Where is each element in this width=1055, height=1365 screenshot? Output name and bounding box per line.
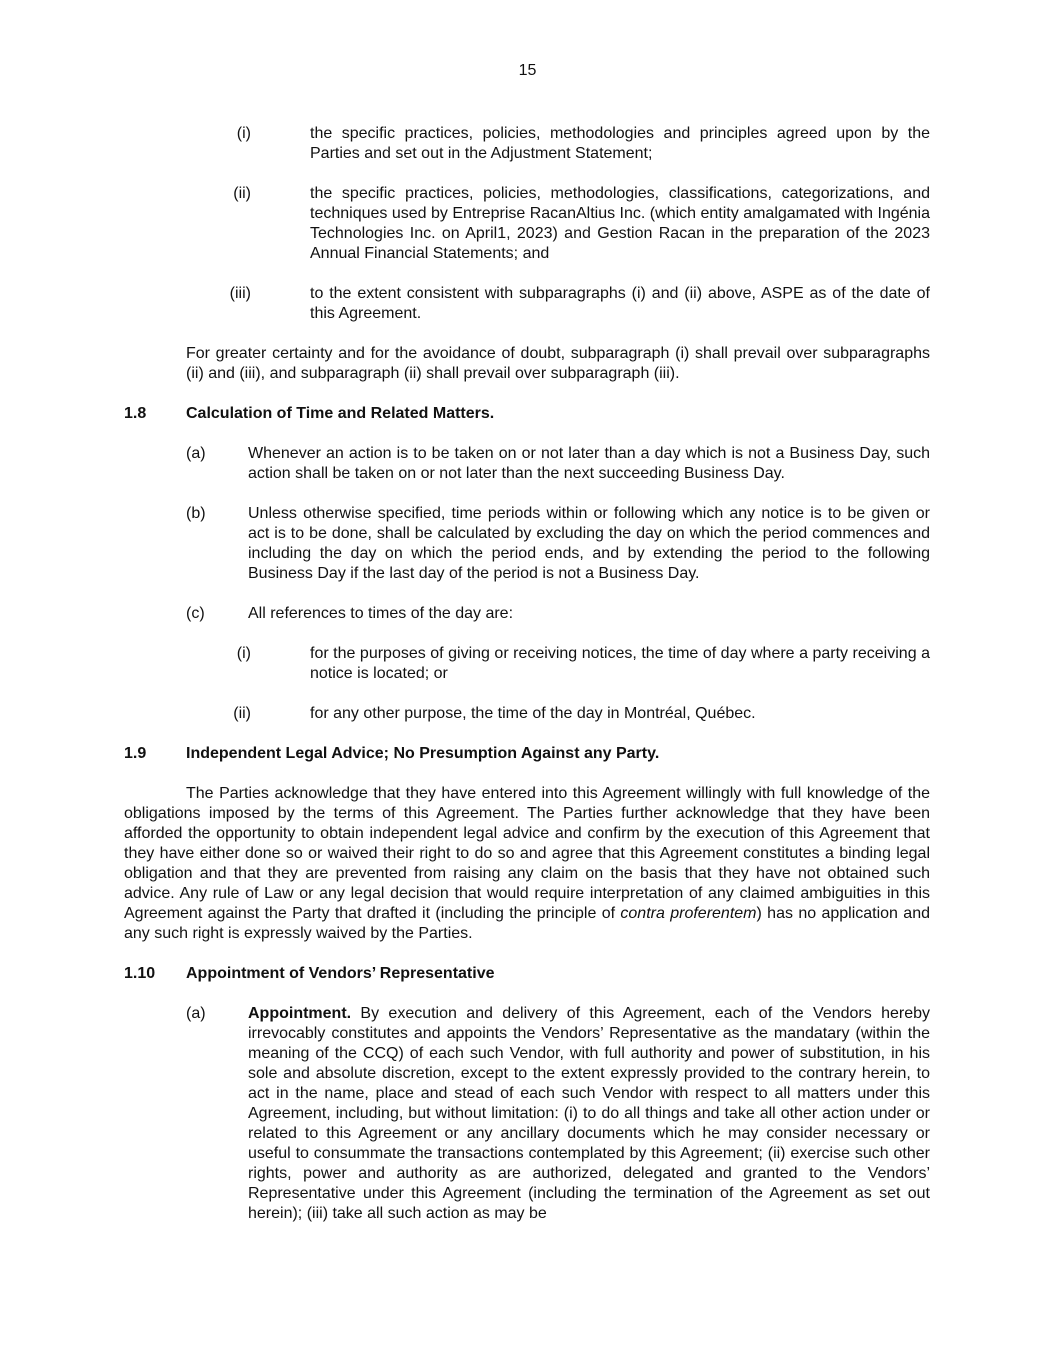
list-item — [124, 504, 930, 584]
section-number: 1.10 — [124, 965, 156, 982]
list-item-label: (ii) — [233, 185, 251, 202]
item-text: By execution and delivery of this Agreement, each of the Vendors hereby irrevocably constitutes and appoints the Vendors’ Representative as the mandatary (within the meaning of the CCQ) of each such Vendor, with full authority and power of substitution, in his sole and absolute discretion, except to the extent expressly provided to the contrary herein, to act in the name, place and stead of each such Vendor with respect to all matters under this Agreement, including, but without limitation: (i) to do all things and take all other action under or related to this Agreement or any ancillary documents which he may consider necessary or useful to consummate the transactions contemplated by this Agreement; (ii) exercise such other rights, power and authority as are authorized, delegated and granted to the Vendors’ Representative under this Agreement (including the termination of the Agreement as set out herein); (iii) take all such action as may be — [248, 1005, 930, 1222]
list-item — [124, 604, 930, 624]
section-title: Calculation of Time and Related Matters. — [186, 405, 495, 422]
list-item-text — [248, 1004, 930, 1224]
list-item — [124, 284, 930, 324]
list-item — [124, 704, 930, 724]
section-heading-1-9 — [124, 744, 930, 764]
section-heading-1-8 — [124, 404, 930, 424]
list-item — [124, 124, 930, 164]
item-bold-lead: Appointment. — [248, 1005, 352, 1022]
list-item — [124, 184, 930, 264]
list-item-label: (b) — [186, 505, 206, 522]
paragraph-text: ) has no application and any such right is expressly waived by the Parties. — [124, 905, 930, 942]
list-item-text: for any other purpose, the time of the day in Montréal, Québec. — [310, 705, 756, 722]
list-item-label: (iii) — [229, 285, 251, 302]
list-item — [124, 1004, 930, 1224]
list-item-text: for the purposes of giving or receiving notices, the time of day where a party receiving a notice is located; or — [310, 645, 930, 682]
italic-term: contra proferentem — [620, 905, 757, 922]
list-item — [124, 644, 930, 684]
list-item-label: (a) — [186, 445, 206, 462]
list-item-text: Unless otherwise specified, time periods within or following which any notice is to be given or act is to be done, shall be calculated by excluding the day on which the period commences and including the day on which the period ends, and by extending the period to the following Business Day if the last day of the period is not a Business Day. — [248, 505, 930, 582]
section-number: 1.9 — [124, 745, 147, 762]
paragraph-text: The Parties acknowledge that they have entered into this Agreement willingly with full knowledge of the obligations imposed by the terms of this Agreement. The Parties further acknowledge that they have been afforded the opportunity to obtain independent legal advice and confirm by the execution of this Agreement that they have either done so or waived their right to do so and agree that this Agreement constitutes a binding legal obligation and that they are prevented from raising any claim on the basis that they have not obtained such advice. Any rule of Law or any legal decision that would require interpretation of any claimed ambiguities in this Agreement against the Party that drafted it (including the principle of — [124, 785, 930, 922]
list-item-text: Whenever an action is to be taken on or not later than a day which is not a Business Day, such action shall be taken on or not later than the next succeeding Business Day. — [248, 445, 930, 482]
section-title: Independent Legal Advice; No Presumption Against any Party. — [186, 745, 660, 762]
list-item-label: (i) — [236, 645, 251, 662]
list-item-label: (a) — [186, 1005, 206, 1022]
section-title: Appointment of Vendors’ Representative — [186, 965, 495, 982]
certainty-paragraph: For greater certainty and for the avoidance of doubt, subparagraph (i) shall prevail over subparagraphs (ii) and (iii), and subparagraph (ii) shall prevail over subparagraph (iii). — [186, 345, 930, 382]
list-item-label: (ii) — [233, 705, 251, 722]
list-item-text: All references to times of the day are: — [248, 605, 514, 622]
section-number: 1.8 — [124, 405, 147, 422]
list-item-label: (c) — [186, 605, 205, 622]
list-item — [124, 444, 930, 484]
list-item-text: the specific practices, policies, methodologies and principles agreed upon by the Parties and set out in the Adjustment Statement; — [310, 125, 930, 162]
legal-advice-paragraph — [124, 784, 930, 944]
list-item-label: (i) — [236, 125, 251, 142]
section-heading-1-10 — [124, 964, 930, 984]
page-number: 15 — [518, 62, 537, 79]
document-body — [124, 124, 930, 1244]
list-item-text: the specific practices, policies, methodologies, classifications, categorizations, and techniques used by Entreprise RacanAltius Inc. (which entity amalgamated with Ingénia Technologies Inc. on April1, 2023) and Gestion Racan in the preparation of the 2023 Annual Financial Statements; and — [310, 185, 930, 262]
list-item-text: to the extent consistent with subparagraphs (i) and (ii) above, ASPE as of the date of this Agreement. — [310, 285, 930, 322]
